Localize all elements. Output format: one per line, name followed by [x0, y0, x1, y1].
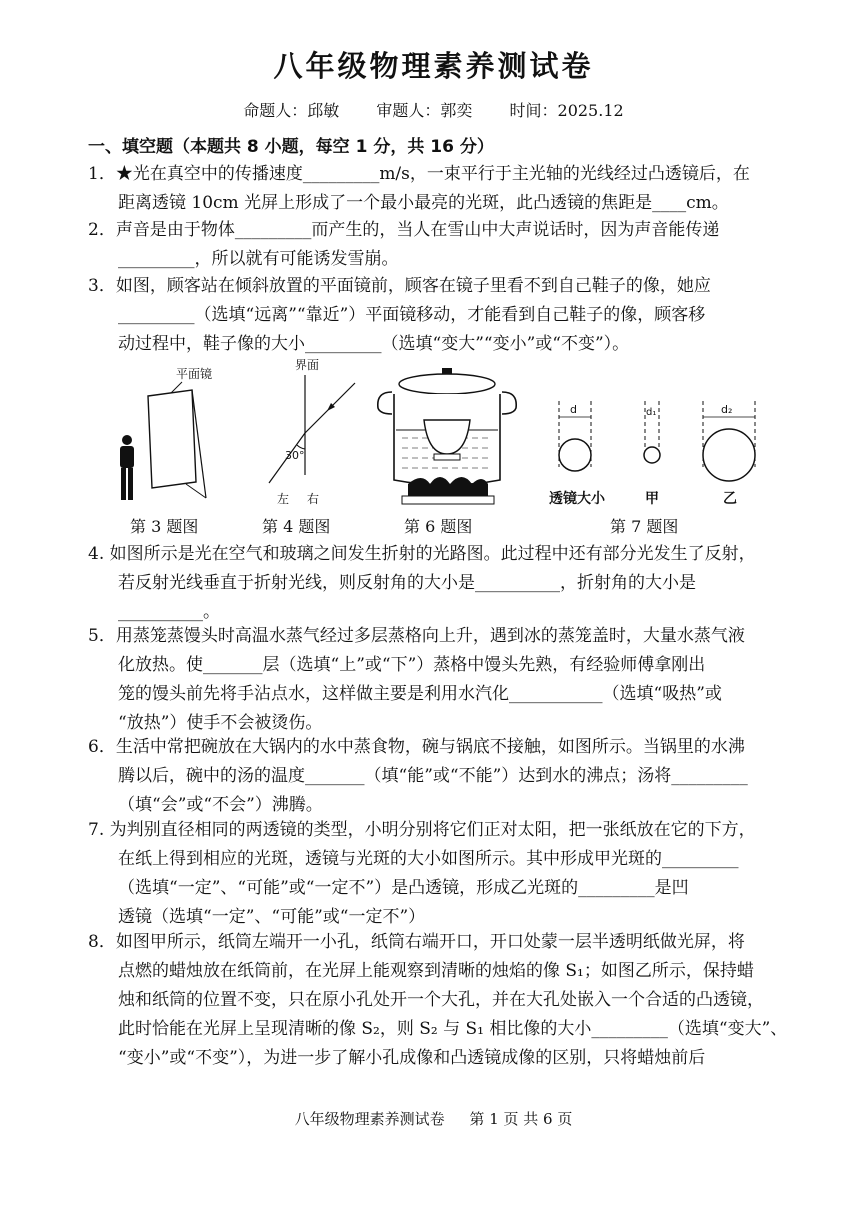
question-line: 此时恰能在光屏上呈现清晰的像 S₂，则 S₂ 与 S₁ 相比像的大小_________（选填“变大”、	[118, 1019, 788, 1039]
question-line: 8．如图甲所示，纸筒左端开一小孔，纸筒右端开口，开口处蒙一层半透明纸做光屏，将	[88, 932, 745, 952]
question-line: 点燃的蜡烛放在纸筒前，在光屏上能观察到清晰的烛焰的像 S₁；如图乙所示，保持蜡	[118, 961, 754, 981]
question-line: 动过程中，鞋子像的大小_________（选填“变大”“变小”或“不变”）。	[118, 334, 630, 354]
d2-label: d₂	[721, 403, 733, 416]
question-line: “放热”）使手不会被烫伤。	[118, 713, 323, 733]
question-line: 若反射光线垂直于折射光线，则反射角的大小是__________，折射角的大小是	[118, 573, 696, 593]
question-line: （填“会”或“不会”）沸腾。	[118, 795, 323, 815]
interface-label: 界面	[295, 358, 320, 372]
section-heading: 一、填空题（本题共 8 小题，每空 1 分，共 16 分）	[88, 137, 494, 157]
page-footer	[0, 1108, 867, 1129]
question-line: （选填“一定”、“可能”或“一定不”）是凸透镜，形成乙光斑的_________是凹	[118, 878, 689, 898]
question-line: __________。	[118, 602, 220, 622]
author: 命题人：邱敏	[243, 101, 340, 120]
question-line: 在纸上得到相应的光斑，透镜与光斑的大小如图所示。其中形成甲光斑的_________	[118, 849, 739, 869]
reviewer: 审题人：郭奕	[376, 101, 473, 120]
question-6	[88, 733, 788, 820]
question-line: _________（选填“远离”“靠近”）平面镜移动，才能看到自己鞋子的像，顾客移	[118, 305, 706, 325]
question-8	[88, 928, 788, 1073]
question-line: 6．生活中常把碗放在大锅内的水中蒸食物，碗与锅底不接触，如图所示。当锅里的水沸	[88, 737, 745, 757]
question-line: 烛和纸筒的位置不变，只在原小孔处开一个大孔，并在大孔处嵌入一个合适的凸透镜，	[118, 990, 764, 1010]
question-3	[88, 272, 788, 359]
exam-meta	[0, 98, 867, 121]
exam-time: 时间：2025.12	[509, 101, 624, 120]
question-line: 2．声音是由于物体_________而产生的，当人在雪山中大声说话时，因为声音能传递	[88, 220, 720, 240]
question-line: 3．如图，顾客站在倾斜放置的平面镜前，顾客在镜子里看不到自己鞋子的像，她应	[88, 276, 711, 296]
lens-size-label: 透镜大小	[549, 491, 605, 507]
d1-label: d₁	[646, 407, 657, 418]
left-label: 左	[277, 492, 290, 506]
yi-label: 乙	[723, 491, 737, 507]
question-line: _________，所以就有可能诱发雪崩。	[118, 249, 399, 269]
question-line: 腾以后，碗中的汤的温度_______（填“能”或“不能”）达到水的沸点；汤将_________	[118, 766, 748, 786]
question-4	[88, 540, 788, 627]
figure-7-caption: 第 7 题图	[610, 517, 679, 536]
question-line: 透镜（选填“一定”、“可能”或“一定不”）	[118, 907, 426, 927]
figure-4	[255, 355, 365, 510]
figure-3-caption: 第 3 题图	[130, 517, 199, 536]
page-title: 八年级物理素养测试卷	[273, 49, 594, 83]
question-line: 4. 如图所示是光在空气和玻璃之间发生折射的光路图。此过程中还有部分光发生了反射，	[88, 544, 756, 564]
question-2	[88, 216, 788, 274]
question-line: 笼的馒头前先将手沾点水，这样做主要是利用水汽化___________（选填“吸热”或	[118, 684, 722, 704]
question-line: “变小”或“不变”），为进一步了解小孔成像和凸透镜成像的区别，只将蜡烛前后	[118, 1048, 706, 1068]
mirror-label: 平面镜	[176, 367, 213, 381]
question-line: 化放热。使_______层（选填“上”或“下”）蒸格中馒头先熟，有经验师傅拿刚出	[118, 655, 706, 675]
question-line: 7. 为判别直径相同的两透镜的类型，小明分别将它们正对太阳，把一张纸放在它的下方，	[88, 820, 756, 840]
question-7	[88, 816, 788, 932]
figure-3	[110, 360, 220, 510]
figure-6-caption: 第 6 题图	[404, 517, 473, 536]
figure-7	[545, 395, 770, 510]
angle-label: 30°	[285, 449, 305, 462]
question-line: 距离透镜 10cm 光屏上形成了一个最小最亮的光斑，此凸透镜的焦距是____cm。	[118, 193, 729, 213]
question-line: 5．用蒸笼蒸馒头时高温水蒸气经过多层蒸格向上升，遇到冰的蒸笼盖时，大量水蒸气液	[88, 626, 745, 646]
figure-6	[372, 362, 522, 512]
d-label: d	[570, 403, 577, 416]
figure-4-caption: 第 4 题图	[262, 517, 331, 536]
footer-title: 八年级物理素养测试卷	[294, 1110, 445, 1128]
question-line: 1．★光在真空中的传播速度_________m/s，一束平行于主光轴的光线经过凸透镜后，在	[88, 164, 750, 184]
right-label: 右	[307, 492, 320, 506]
jia-label: 甲	[645, 491, 659, 507]
page-number: 第 1 页 共 6 页	[469, 1110, 573, 1128]
question-5	[88, 622, 788, 738]
question-1	[88, 160, 788, 218]
